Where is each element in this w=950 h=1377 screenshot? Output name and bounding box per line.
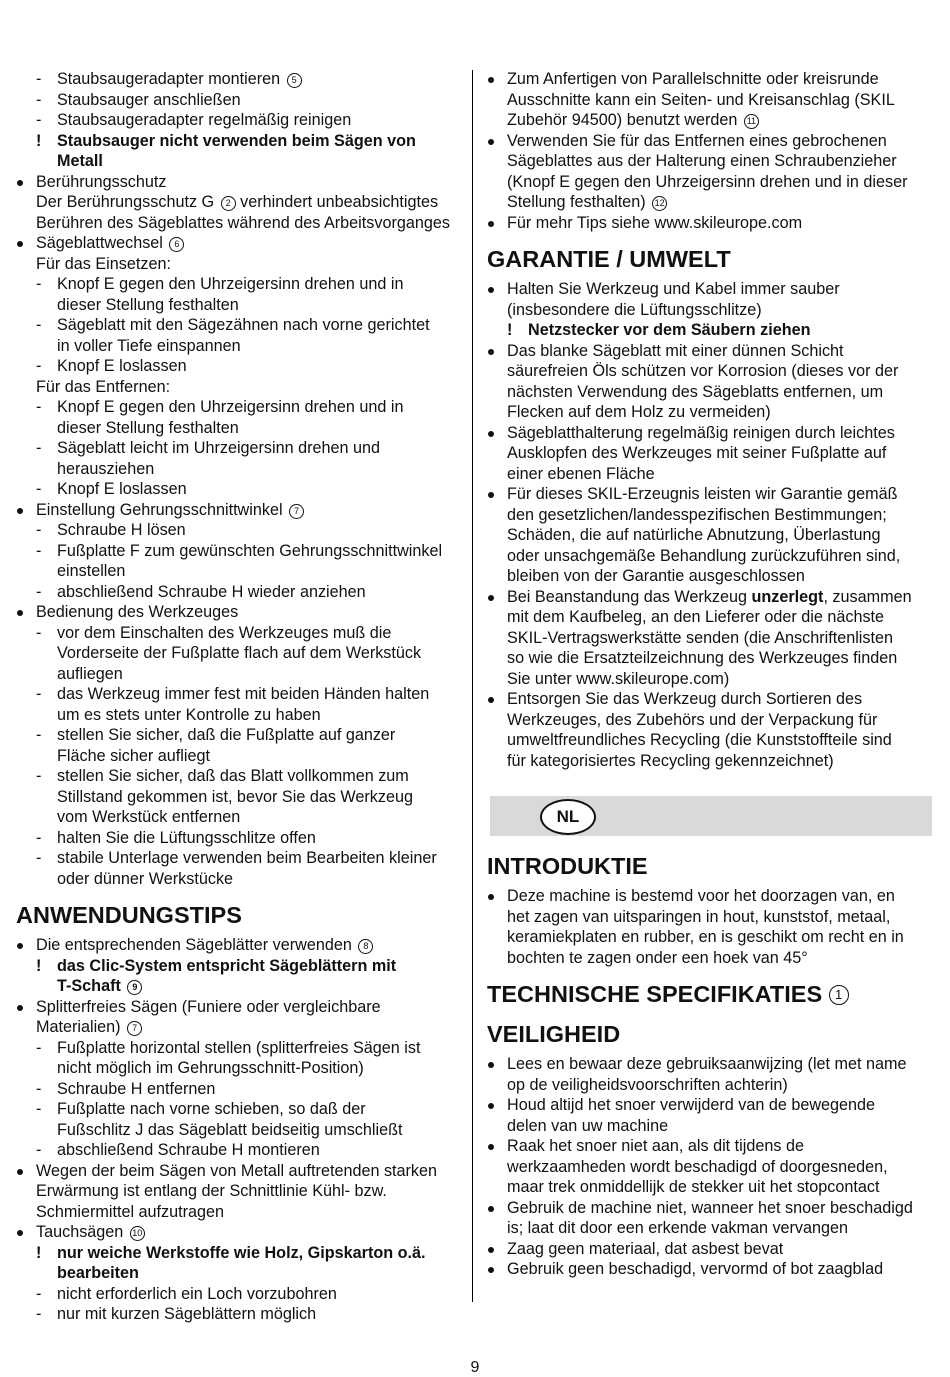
line-text: Schäden, die auf natürliche Abnutzung, Überlastung (507, 526, 881, 544)
bullet-continuation (487, 710, 932, 731)
figure-reference-circle: 7 (289, 504, 304, 519)
heading-text: GARANTIE / UMWELT (487, 246, 731, 272)
bullet-item (16, 1161, 464, 1182)
line-text: umweltfreundliches Recycling (die Kunststoffteile sind (507, 731, 892, 749)
line-text: aufliegen (57, 664, 123, 683)
section-heading (16, 901, 464, 929)
line-text: säurefreien Öls schützen vor Korrosion (dieses vor der (507, 362, 899, 380)
line-text: Sägeblatthalterung regelmäßig reinigen durch leichtes (507, 423, 895, 442)
line-text: Einstellung Gehrungsschnittwinkel (36, 500, 283, 519)
bullet-item (487, 279, 932, 300)
line-text: Werkzeuges, des Zubehörs und der Verpackung für (507, 710, 878, 729)
bullet-continuation (487, 192, 932, 213)
bullet-continuation (487, 443, 932, 464)
line-text: nächsten Verwendung des Sägeblatts entfernen, um (507, 382, 884, 401)
line-text: Materialien) (36, 1018, 121, 1036)
line-text: Das blanke Sägeblatt mit einer dünnen Schicht (507, 341, 844, 360)
line-text: (insbesondere die Lüftungsschlitze) (507, 300, 762, 319)
line-text: Bei Beanstandung das Werkzeug (507, 587, 752, 606)
line-text: oder unsachgemäße Behandlung zurückzuführen sind, (507, 546, 901, 565)
line-text: is; laat dit door een erkende vakman vervangen (507, 1219, 849, 1237)
dash-item (16, 848, 464, 869)
line-text: nicht erforderlich ein Loch vorzubohren (57, 1284, 337, 1303)
line-text: vor dem Einschalten des Werkzeuges muß die (57, 623, 392, 642)
warning-continuation (16, 151, 464, 172)
line-text: bochten te zagen onder een hoek van 45° (507, 948, 808, 967)
line-text: Metall (57, 152, 103, 170)
bullet-continuation (487, 464, 932, 485)
bullet-item (16, 500, 464, 521)
dash-marker: - (36, 767, 42, 785)
bullet-item (487, 423, 932, 444)
bullet-continuation (487, 730, 932, 751)
dash-marker: - (36, 111, 42, 129)
line-text: Knopf E loslassen (57, 480, 187, 498)
bullet-item (487, 587, 932, 608)
line-text: für kategorisiertes Recycling gekennzeichnet) (507, 751, 834, 770)
dash-continuation (16, 336, 464, 357)
bullet-continuation (487, 505, 932, 526)
line-text: herausziehen (57, 459, 155, 478)
line-text: Für das Einsetzen: (36, 254, 171, 273)
line-text: das Clic-System entspricht Sägeblättern mit (57, 956, 397, 975)
bullet-continuation (487, 525, 932, 546)
section-heading (487, 980, 932, 1008)
dash-continuation (16, 459, 464, 480)
dash-item (16, 1099, 464, 1120)
figure-reference-circle: 7 (127, 1021, 142, 1036)
bullet-item (487, 1198, 932, 1219)
bullet-item (487, 886, 932, 907)
line-text: Berühren des Sägeblattes während des Arbeitsvorganges (36, 213, 450, 232)
line-text: so wie die Ersatzteilzeichnung des Werkzeuges finden (507, 649, 898, 667)
line-text: Für das Entfernen: (36, 377, 171, 396)
dash-continuation (16, 705, 464, 726)
line-text: abschließend Schraube H montieren (57, 1141, 320, 1159)
bullet-continuation (487, 751, 932, 772)
bullet-item (487, 1054, 932, 1075)
bullet-continuation (487, 566, 932, 587)
line-text: Deze machine is bestemd voor het doorzagen van, en (507, 887, 895, 905)
dash-item (16, 623, 464, 644)
bullet-item (487, 1095, 932, 1116)
bullet-continuation (16, 254, 464, 275)
line-text: einer ebenen Fläche (507, 464, 655, 483)
line-text: verhindert unbeabsichtigtes (235, 193, 439, 211)
line-text: mit dem Kaufbeleg, an den Lieferer oder die nächste (507, 608, 885, 626)
line-text: stellen Sie sicher, daß die Fußplatte auf ganzer (57, 726, 396, 744)
bullet-continuation (16, 1017, 464, 1038)
line-text: dieser Stellung festhalten (57, 418, 239, 437)
line-text: das Werkzeug immer fest mit beiden Händen halten (57, 685, 430, 703)
figure-reference-circle: 6 (169, 237, 184, 252)
bullet-item (487, 484, 932, 505)
line-text: Raak het snoer niet aan, als dit tijdens de (507, 1137, 804, 1155)
line-text: T-Schaft (57, 977, 121, 995)
line-text: bleiben von der Garantie ausgeschlossen (507, 567, 805, 585)
line-text: Tauchsägen (36, 1223, 124, 1241)
line-text: Berührungsschutz (36, 172, 167, 191)
line-text: vom Werkstück entfernen (57, 808, 241, 826)
line-text: stabile Unterlage verwenden beim Bearbeiten kleiner (57, 849, 437, 867)
bullet-continuation (487, 546, 932, 567)
figure-reference-circle: 12 (652, 196, 667, 211)
bullet-continuation (16, 377, 464, 398)
dash-continuation (16, 746, 464, 767)
heading-text: VEILIGHEID (487, 1021, 621, 1047)
dash-marker: - (36, 480, 42, 498)
dash-marker: - (36, 521, 42, 539)
line-text: maar trek onmiddellijk de stekker uit het stopcontact (507, 1178, 880, 1196)
bullet-continuation (487, 669, 932, 690)
bullet-continuation (487, 151, 932, 172)
bullet-continuation (16, 1202, 464, 1223)
line-text: Knopf E gegen den Uhrzeigersinn drehen und in (57, 398, 404, 416)
line-text: halten Sie die Lüftungsschlitze offen (57, 828, 316, 847)
left-column (16, 69, 464, 1325)
warning-continuation (16, 976, 464, 997)
line-text: werkzaamheden wordt beschadigd of doorgesneden, (507, 1157, 888, 1176)
dash-item (16, 684, 464, 705)
warning-icon: ! (36, 1243, 42, 1262)
language-section-bar (490, 796, 932, 836)
line-text: Zaag geen materiaal, dat asbest bevat (507, 1239, 784, 1258)
dash-marker: - (36, 275, 42, 293)
line-text: Knopf E loslassen (57, 357, 187, 375)
line-text: Sägeblatt mit den Sägezähnen nach vorne gerichtet (57, 316, 430, 334)
bullet-item (487, 1239, 932, 1260)
line-text: het zagen van uitsparingen in hout, kunststof, metaal, (507, 907, 891, 926)
line-text: Sie unter www.skileurope.com) (507, 669, 730, 688)
dash-marker: - (36, 849, 42, 867)
line-text: Stellung festhalten) (507, 193, 646, 211)
dash-marker: - (36, 685, 42, 703)
bullet-item (487, 213, 932, 234)
line-text: Schraube H lösen (57, 521, 186, 539)
line-text: Staubsaugeradapter montieren (57, 70, 281, 88)
line-text: stellen Sie sicher, daß das Blatt vollkommen zum (57, 767, 409, 785)
dash-marker: - (36, 828, 42, 847)
dash-marker: - (36, 439, 42, 457)
dash-marker: - (36, 1100, 42, 1118)
line-text: Gebruik de machine niet, wanneer het snoer beschadigd (507, 1198, 913, 1217)
bullet-continuation (16, 213, 464, 234)
warning-icon: ! (36, 956, 42, 975)
line-text: nur mit kurzen Sägeblättern möglich (57, 1305, 317, 1323)
language-badge: NL (540, 799, 596, 835)
line-text: Fußschlitz J das Sägeblatt beidseitig umschließt (57, 1120, 403, 1139)
line-text: oder dünner Werkstücke (57, 869, 234, 888)
line-text: nicht möglich im Gehrungsschnitt-Position) (57, 1059, 364, 1077)
dash-item (16, 1304, 464, 1325)
figure-reference-circle: 8 (358, 939, 373, 954)
dash-item (16, 828, 464, 849)
line-text: Wegen der beim Sägen von Metall auftretenden starken (36, 1161, 438, 1180)
bullet-continuation (487, 90, 932, 111)
right-column (487, 69, 932, 1280)
dash-item (16, 520, 464, 541)
bullet-continuation (487, 948, 932, 969)
dash-item (16, 766, 464, 787)
bullet-continuation (487, 361, 932, 382)
bullet-continuation (487, 1177, 932, 1198)
bold-text: unzerlegt (751, 587, 824, 606)
dash-continuation (16, 869, 464, 890)
dash-item (16, 725, 464, 746)
dash-item (16, 1140, 464, 1161)
bullet-item (487, 689, 932, 710)
line-text: Entsorgen Sie das Werkzeug durch Sortieren des (507, 690, 863, 708)
line-text: Für mehr Tips siehe www.skileurope.com (507, 213, 803, 232)
section-heading (487, 1020, 932, 1048)
dash-continuation (16, 643, 464, 664)
bullet-continuation (487, 607, 932, 628)
dash-item (16, 1038, 464, 1059)
line-text: abschließend Schraube H wieder anziehen (57, 582, 366, 601)
line-text: Fußplatte F zum gewünschten Gehrungsschnittwinkel (57, 541, 443, 560)
dash-marker: - (36, 1141, 42, 1159)
bullet-continuation (487, 382, 932, 403)
bullet-continuation (487, 628, 932, 649)
line-text: um es stets unter Kontrolle zu haben (57, 705, 321, 724)
line-text: (Knopf E gegen den Uhrzeigersinn drehen und in dieser (507, 172, 908, 191)
bullet-continuation (16, 192, 464, 213)
warning-item (487, 320, 932, 341)
dash-marker: - (36, 90, 42, 109)
figure-reference-circle: 10 (130, 1226, 145, 1241)
heading-text: INTRODUKTIE (487, 853, 648, 879)
dash-item (16, 274, 464, 295)
line-text: op de veiligheidsvoorschriften achterin) (507, 1075, 788, 1094)
bullet-item (487, 1136, 932, 1157)
dash-continuation (16, 418, 464, 439)
line-text: den gesetzlichen/landesspezifischen Bestimmungen; (507, 505, 887, 524)
warning-icon: ! (36, 131, 42, 150)
bullet-continuation (487, 300, 932, 321)
bullet-continuation (487, 927, 932, 948)
line-text: Fläche sicher aufliegt (57, 746, 210, 765)
line-text: Der Berührungsschutz G (36, 193, 215, 211)
line-text: Erwärmung ist entlang der Schnittlinie Kühl- bzw. (36, 1182, 387, 1200)
line-text: Splitterfreies Sägen (Funiere oder vergleichbare (36, 997, 381, 1016)
line-text: Sägeblattes aus der Halterung einen Schraubenzieher (507, 152, 897, 170)
line-text: dieser Stellung festhalten (57, 295, 239, 314)
warning-item (16, 131, 464, 152)
line-text: Fußplatte nach vorne schieben, so daß der (57, 1100, 366, 1118)
line-text: Verwenden Sie für das Entfernen eines gebrochenen (507, 131, 887, 150)
dash-marker: - (36, 1038, 42, 1057)
line-text: keramiekplaten en rubber, en is geschikt om recht en in (507, 928, 904, 946)
bullet-item (16, 233, 464, 254)
dash-marker: - (36, 1305, 42, 1323)
line-text: Netzstecker vor dem Säubern ziehen (528, 321, 811, 339)
dash-continuation (16, 561, 464, 582)
bullet-continuation (487, 110, 932, 131)
bullet-item (487, 1259, 932, 1280)
line-text: delen van uw machine (507, 1116, 669, 1135)
dash-marker: - (36, 357, 42, 375)
warning-icon: ! (507, 321, 513, 339)
line-text: Für dieses SKIL-Erzeugnis leisten wir Garantie gemäß (507, 485, 898, 503)
dash-item (16, 479, 464, 500)
line-text: Flecken auf dem Holz zu vermeiden) (507, 403, 771, 421)
dash-continuation (16, 664, 464, 685)
section-heading (487, 852, 932, 880)
dash-continuation (16, 787, 464, 808)
bullet-item (487, 341, 932, 362)
line-text: SKIL-Vertragswerkstätte senden (die Anschriftenlisten (507, 628, 894, 647)
figure-reference-circle: 1 (829, 985, 849, 1005)
dash-continuation (16, 1120, 464, 1141)
heading-text: TECHNISCHE SPECIFIKATIES (487, 981, 823, 1007)
line-text: Zubehör 94500) benutzt werden (507, 111, 738, 129)
line-text: Ausklopfen des Werkzeuges mit seiner Fußplatte auf (507, 444, 887, 462)
line-text: Schraube H entfernen (57, 1079, 216, 1098)
line-text: nur weiche Werkstoffe wie Holz, Gipskarton o.ä. (57, 1243, 426, 1262)
bullet-item (16, 935, 464, 956)
line-text: Fußplatte horizontal stellen (splitterfreies Sägen ist (57, 1038, 421, 1057)
figure-reference-circle: 11 (744, 114, 759, 129)
line-text: Die entsprechenden Sägeblätter verwenden (36, 936, 352, 954)
bullet-item (487, 69, 932, 90)
line-text: Lees en bewaar deze gebruiksaanwijzing (let met name (507, 1055, 907, 1073)
dash-item (16, 1079, 464, 1100)
dash-marker: - (36, 623, 42, 642)
bullet-continuation (487, 402, 932, 423)
page-number: 9 (470, 1359, 480, 1376)
bullet-continuation (487, 907, 932, 928)
line-text: Sägeblattwechsel (36, 234, 163, 252)
line-text: bearbeiten (57, 1264, 139, 1282)
bullet-item (16, 1222, 464, 1243)
dash-item (16, 315, 464, 336)
line-text: Staubsauger anschließen (57, 90, 241, 109)
line-text: Schmiermittel aufzutragen (36, 1202, 225, 1221)
bullet-continuation (487, 1116, 932, 1137)
line-text: Vorderseite der Fußplatte flach auf dem Werkstück (57, 644, 422, 662)
line-text: Sägeblatt leicht im Uhrzeigersinn drehen und (57, 439, 381, 457)
dash-item (16, 582, 464, 603)
bullet-item (16, 997, 464, 1018)
dash-continuation (16, 807, 464, 828)
line-text: Knopf E gegen den Uhrzeigersinn drehen und in (57, 275, 404, 293)
line-text: Halten Sie Werkzeug und Kabel immer sauber (507, 280, 840, 298)
bullet-continuation (487, 172, 932, 193)
line-text: Ausschnitte kann ein Seiten- und Kreisanschlag (SKIL (507, 90, 895, 109)
dash-continuation (16, 295, 464, 316)
warning-item (16, 1243, 464, 1264)
warning-continuation (16, 1263, 464, 1284)
dash-marker: - (36, 1284, 42, 1303)
bullet-item (487, 131, 932, 152)
dash-item (16, 1284, 464, 1305)
line-text: in voller Tiefe einspannen (57, 336, 241, 355)
line-text: Zum Anfertigen von Parallelschnitte oder kreisrunde (507, 70, 879, 88)
dash-item (16, 90, 464, 111)
dash-marker: - (36, 541, 42, 560)
figure-reference-circle: 5 (287, 73, 302, 88)
line-text: Staubsaugeradapter regelmäßig reinigen (57, 111, 352, 129)
section-heading (487, 245, 932, 273)
line-text: Staubsauger nicht verwenden beim Sägen von (57, 131, 416, 150)
dash-marker: - (36, 1079, 42, 1098)
line-text: Gebruik geen beschadigd, vervormd of bot zaagblad (507, 1260, 884, 1278)
line-text: einstellen (57, 562, 126, 580)
line-text: Bedienung des Werkzeuges (36, 603, 239, 621)
dash-item (16, 356, 464, 377)
line-text: , zusammen (823, 587, 912, 606)
figure-reference-circle: 9 (127, 980, 142, 995)
line-text: Houd altijd het snoer verwijderd van de bewegende (507, 1096, 876, 1114)
dash-marker: - (36, 726, 42, 744)
bullet-item (16, 172, 464, 193)
dash-item (16, 541, 464, 562)
column-divider (472, 70, 473, 1302)
dash-continuation (16, 1058, 464, 1079)
dash-item (16, 397, 464, 418)
line-text: Stillstand gekommen ist, bevor Sie das Werkzeug (57, 787, 413, 806)
dash-marker: - (36, 582, 42, 601)
dash-marker: - (36, 398, 42, 416)
dash-marker: - (36, 70, 42, 88)
dash-marker: - (36, 316, 42, 334)
heading-text: ANWENDUNGSTIPS (16, 902, 242, 928)
bullet-continuation (487, 1075, 932, 1096)
bullet-continuation (487, 648, 932, 669)
dash-item (16, 69, 464, 90)
bullet-continuation (16, 1181, 464, 1202)
bullet-item (16, 602, 464, 623)
figure-reference-circle: 2 (221, 196, 236, 211)
dash-item (16, 110, 464, 131)
dash-item (16, 438, 464, 459)
warning-item (16, 956, 464, 977)
bullet-continuation (487, 1218, 932, 1239)
bullet-continuation (487, 1157, 932, 1178)
